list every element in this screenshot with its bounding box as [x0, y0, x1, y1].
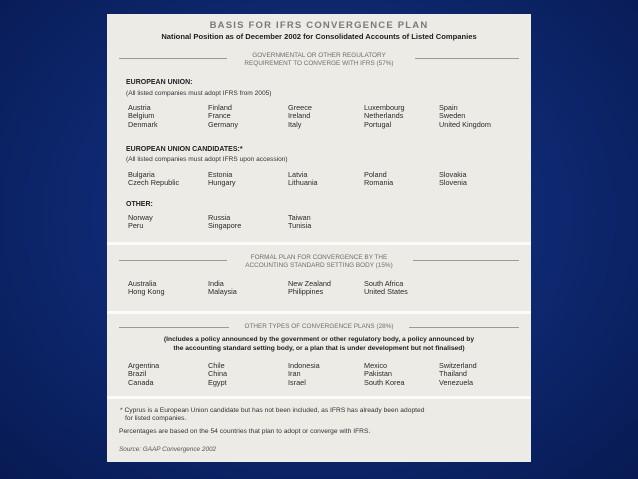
- country-name: Greece: [288, 103, 312, 112]
- country-column: [364, 104, 405, 129]
- country-column: [208, 362, 227, 387]
- country-name: Romania: [364, 178, 394, 188]
- country-name: Latvia: [288, 170, 308, 179]
- source-citation: Source: GAAP Convergence 2002: [119, 446, 217, 453]
- country-name: Denmark: [128, 119, 158, 129]
- country-name: Philippines: [288, 287, 324, 297]
- country-column: [364, 171, 393, 188]
- country-name: South Korea: [364, 377, 405, 387]
- country-column: [288, 362, 320, 387]
- section-divider: [107, 311, 531, 314]
- country-name: Brazil: [128, 369, 147, 379]
- country-name: Portugal: [364, 119, 392, 129]
- footnote-line2: for listed companies.: [125, 415, 187, 422]
- section-divider: [107, 396, 531, 399]
- footnote-line1: * Cyprus is a European Union candidate but has not been included, as IFRS has already been adopted: [120, 407, 425, 414]
- country-column: [439, 104, 491, 129]
- country-name: New Zealand: [288, 279, 331, 288]
- country-name: Chile: [208, 361, 225, 370]
- country-name: Taiwan: [288, 213, 311, 222]
- country-name: United States: [364, 287, 408, 297]
- section-regulatory-header-line2: REQUIREMENT TO CONVERGE WITH IFRS (57%): [244, 60, 394, 67]
- country-column: [364, 280, 408, 297]
- country-name: Germany: [208, 119, 239, 129]
- country-column: [208, 171, 236, 188]
- country-name: Italy: [288, 119, 302, 129]
- section-other-plans-header: OTHER TYPES OF CONVERGENCE PLANS (28%): [244, 323, 394, 330]
- country-name: Thailand: [439, 369, 467, 379]
- country-column: [128, 171, 179, 188]
- country-column: [439, 171, 467, 188]
- country-name: Bulgaria: [128, 170, 155, 179]
- country-column: [288, 280, 331, 297]
- country-name: Belgium: [128, 111, 155, 121]
- country-name: India: [208, 279, 224, 288]
- section-formal-plan-header-line2: ACCOUNTING STANDARD SETTING BODY (15%): [245, 262, 393, 269]
- country-name: Venezuela: [439, 377, 474, 387]
- country-column: [288, 214, 311, 231]
- country-name: South Africa: [364, 279, 404, 288]
- country-name: Poland: [364, 170, 387, 179]
- country-name: Switzerland: [439, 361, 477, 370]
- country-column: [288, 171, 318, 188]
- country-name: Indonesia: [288, 361, 320, 370]
- country-name: Pakistan: [364, 369, 392, 379]
- country-column: [128, 362, 159, 387]
- country-name: Hungary: [208, 178, 236, 188]
- country-column: [208, 104, 238, 129]
- country-name: Luxembourg: [364, 103, 405, 112]
- country-name: Slovenia: [439, 178, 467, 188]
- section-other-plans-note-line1: (Includes a policy announced by the government or other regulatory body, a policy announced by: [163, 336, 475, 343]
- country-name: Hong Kong: [128, 287, 165, 297]
- country-name: Estonia: [208, 170, 233, 179]
- document-subtitle: National Position as of December 2002 for Consolidated Accounts of Listed Companies: [161, 32, 477, 41]
- ifrs-convergence-document: [107, 14, 531, 462]
- country-name: Finland: [208, 103, 232, 112]
- country-column: [128, 214, 153, 231]
- section-other-plans-note-line2: the accounting standard setting body, or a plan that is under development but not finalised): [173, 345, 465, 352]
- percentages-note: Percentages are based on the 54 countries that plan to adopt or converge with IFRS.: [119, 428, 371, 435]
- country-name: Egypt: [208, 377, 227, 387]
- group-label-eu-candidates: EUROPEAN UNION CANDIDATES:*: [126, 146, 243, 153]
- country-name: Argentina: [128, 361, 160, 370]
- country-name: Slovakia: [439, 170, 467, 179]
- country-column: [128, 280, 165, 297]
- group-note-eu-candidates: (All listed companies must adopt IFRS upon accession): [126, 156, 288, 163]
- country-name: Czech Republic: [128, 178, 180, 188]
- country-name: Israel: [288, 377, 306, 387]
- section-formal-plan-header-line1: FORMAL PLAN FOR CONVERGENCE BY THE: [250, 254, 388, 261]
- country-name: United Kingdom: [439, 119, 491, 129]
- group-label-other: OTHER:: [126, 201, 153, 208]
- country-column: [364, 362, 405, 387]
- country-column: [208, 280, 237, 297]
- country-column: [439, 362, 477, 387]
- country-name: Singapore: [208, 221, 242, 231]
- group-note-eu: (All listed companies must adopt IFRS from 2005): [126, 90, 272, 97]
- section-divider: [107, 242, 531, 245]
- country-name: Netherlands: [364, 111, 404, 121]
- country-column: [208, 214, 241, 231]
- country-name: France: [208, 111, 231, 121]
- country-name: Iran: [288, 369, 301, 379]
- country-name: Mexico: [364, 361, 388, 370]
- country-name: Austria: [128, 103, 151, 112]
- document-title: BASIS FOR IFRS CONVERGENCE PLAN: [209, 20, 429, 31]
- country-name: Ireland: [288, 111, 311, 121]
- country-name: Peru: [128, 221, 144, 231]
- country-column: [128, 104, 158, 129]
- country-name: Sweden: [439, 111, 466, 121]
- country-name: Canada: [128, 377, 154, 387]
- country-name: Russia: [208, 213, 231, 222]
- country-name: Tunisia: [288, 221, 312, 231]
- country-name: Norway: [128, 213, 153, 222]
- section-regulatory-header-line1: GOVERNMENTAL OR OTHER REGULATORY: [252, 52, 386, 59]
- country-name: Spain: [439, 103, 458, 112]
- country-name: Malaysia: [208, 287, 237, 297]
- country-name: China: [208, 369, 228, 379]
- group-label-eu: EUROPEAN UNION:: [126, 79, 193, 86]
- country-name: Australia: [128, 279, 157, 288]
- country-name: Lithuania: [288, 178, 318, 188]
- country-column: [288, 104, 312, 129]
